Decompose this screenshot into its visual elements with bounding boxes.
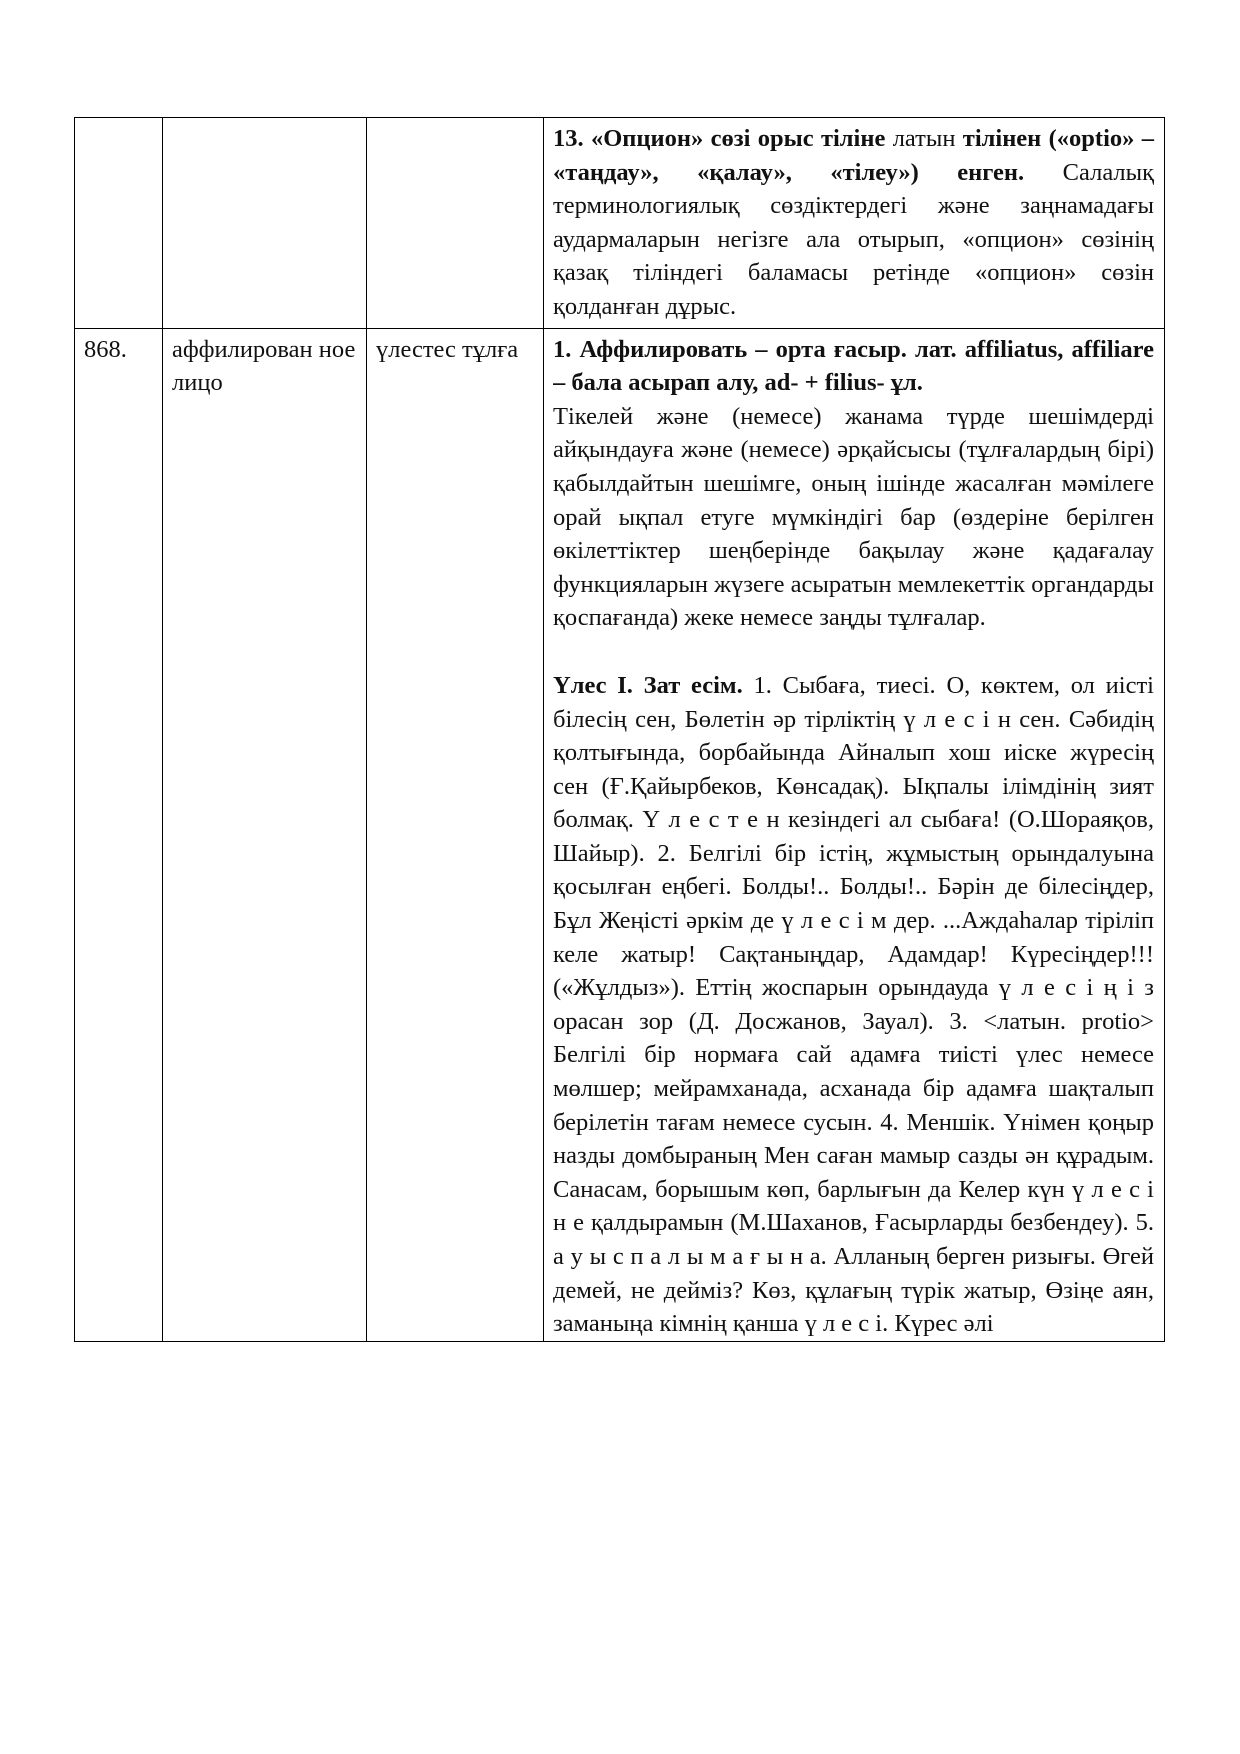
explanation-mid: латын (885, 125, 963, 152)
explanation-lead-2: тілінен («optio» – «таңдау», «қалау», «тілеу») енген. (553, 125, 1154, 186)
terminology-table (74, 117, 1165, 1342)
definition-text: Тікелей және (немесе) жанама түрде шешімдерді айқындауға және (немесе) әрқайсысы (тұлғалардың бірі) қабылдайтын шешімге, оның ішінде жасалған мәмілеге орай ықпал етуге мүмкіндігі бар (өздеріне берілген өкілеттіктер шеңберінде бақылау және қадағалау функцияларын жүзеге асыратын мемлекеттік органдарды қоспағанда) жеке немесе заңды тұлғалар. (553, 402, 1154, 632)
russian-term-cell (163, 328, 367, 1341)
explanation-lead: 13. «Опцион» сөзі орыс тіліне (553, 125, 886, 152)
explanation-rest: Салалық терминологиялық сөздіктердегі және заңнамадағы аудармаларын негізге ала отырып, «опцион» сөзінің қазақ тіліндегі баламасы ретінде «опцион» сөзін қолданған дұрыс. (553, 158, 1155, 320)
etymology-text: 1. Аффилировать – орта ғасыр. лат. affiliatus, affiliare – бала асырап алу, ad- + filius- ұл. (553, 335, 1154, 397)
number-cell (75, 118, 163, 329)
explanation-text (553, 122, 1154, 324)
ules-text (553, 669, 1154, 1341)
table-row-868 (75, 328, 1165, 1341)
explanation-cell (544, 328, 1165, 1341)
explanation-body (553, 333, 1154, 1341)
russian-term: аффилирован ное лицо (172, 335, 356, 397)
ules-heading: Үлес I. Зат есім. (553, 671, 743, 699)
explanation-cell (544, 118, 1165, 329)
kazakh-term-cell (367, 328, 544, 1341)
table-row-prev (75, 118, 1165, 329)
paragraph-gap (553, 635, 1154, 669)
entry-number: 868. (84, 335, 127, 363)
number-cell (75, 328, 163, 1341)
ules-body: 1. Сыбаға, тиесі. О, көктем, ол иісті білесің сен, Бөлетін әр тірліктің ү л е с і н сен. Сәбидің қолтығында, борбайында Айналып хош иіске жүресің сен (Ғ.Қайырбеков, Көнсадақ). Ықпалы ілімдінің зият болмақ. Ү л е с т е н кезіндегі ал сыбаға! (О.Шораяқов, Шайыр). 2. Белгілі бір істің, жұмыстың орындалуына қосылған еңбегі. Болды!.. Болды!.. Бәрін де білесіңдер, Бұл Жеңісті әркім де ү л е с і м дер. ...Аждаһалар тіріліп келе жатыр! Сақтаныңдар, Адамдар! Күресіңдер!!! («Жұлдыз»). Еттің жоспарын орындауда ү л е с і ң і з орасан зор (Д. Досжанов, Зауал). 3. <латын. protio> Белгілі бір нормаға сай адамға тиісті үлес немесе мөлшер; мейрамханада, асханада бір адамға шақталып берілетін тағам немесе сусын. 4. Меншік. Үнімен қоңыр назды домбыраның Мен саған мамыр сазды ән құрадым. Санасам, борышым көп, барлығын да Келер күн ү л е с і н е қалдырамын (М.Шаханов, Ғасырларды безбендеу). 5. а у ы с п а л ы м а ғ ы н а. Алланың берген ризығы. Өгей демей, не дейміз? Көз, құлағың түрік жатыр, Өзіңе аян, заманыңа кімнің қанша ү л е с і. Күрес әлі (553, 671, 1154, 1338)
kazakh-term-cell (367, 118, 544, 329)
document-page (74, 117, 1165, 1342)
russian-term-cell (163, 118, 367, 329)
kazakh-term: үлестес тұлға (376, 335, 519, 363)
